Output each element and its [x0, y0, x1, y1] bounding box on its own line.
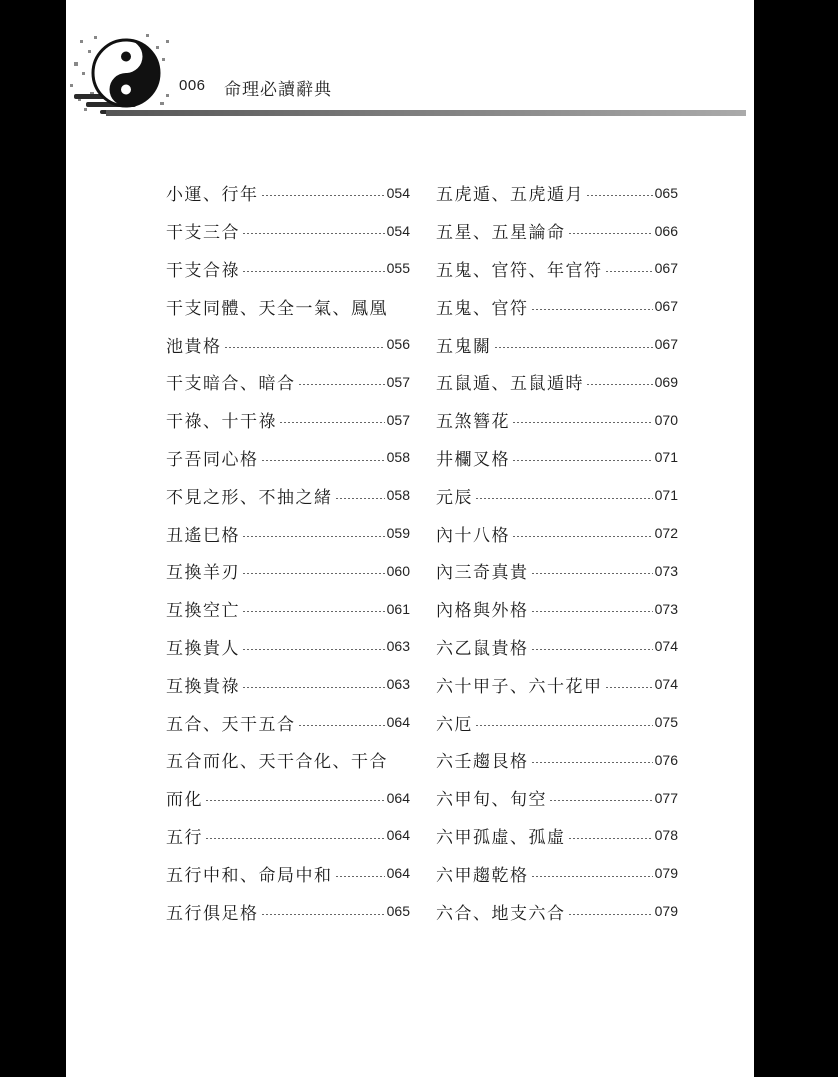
- page-header: [66, 0, 754, 130]
- toc-entry: [436, 552, 678, 590]
- toc-leader-dots: [531, 573, 653, 574]
- toc-leader-dots: [261, 914, 385, 915]
- toc-entry-page: 072: [654, 525, 678, 542]
- book-title: 命理必讀辭典: [224, 80, 332, 100]
- toc-leader-dots: [298, 384, 385, 385]
- toc-entry-title: 井欄叉格: [436, 449, 510, 470]
- toc-leader-dots: [279, 422, 385, 423]
- toc-entry-title: 干支合祿: [166, 260, 240, 281]
- toc-entry: [436, 779, 678, 817]
- toc-left-column: [166, 174, 410, 930]
- toc-leader-dots: [224, 347, 385, 348]
- toc-entry-page: 057: [386, 373, 410, 390]
- toc-entry: [436, 325, 678, 363]
- toc-leader-dots: [261, 195, 385, 196]
- toc-entry-page: 067: [654, 336, 678, 353]
- toc-leader-dots: [531, 309, 653, 310]
- toc-entry: [436, 741, 678, 779]
- toc-entry: [166, 854, 410, 892]
- toc-entry-title: 干支三合: [166, 223, 240, 244]
- toc-entry-title: 六乙鼠貴格: [436, 638, 529, 659]
- toc-leader-dots: [335, 876, 385, 877]
- toc-entry-title: 五合而化、天干合化、干合: [166, 752, 388, 773]
- toc-entry-page: 056: [386, 336, 410, 353]
- toc-leader-dots: [494, 347, 653, 348]
- toc-leader-dots: [242, 233, 385, 234]
- toc-leader-dots: [261, 460, 385, 461]
- toc-entry-title: 內十八格: [436, 525, 510, 546]
- toc-entry-title: 五鬼、官符: [436, 298, 529, 319]
- toc-entry-page: 059: [386, 525, 410, 542]
- toc-entry: [166, 514, 410, 552]
- toc-entry-title: 五星、五星論命: [436, 223, 566, 244]
- toc-entry: [166, 212, 410, 250]
- toc-leader-dots: [475, 725, 653, 726]
- toc-entry-title: 五虎遁、五虎遁月: [436, 185, 584, 206]
- toc-entry-page: 069: [654, 373, 678, 390]
- toc-entry-title: 丑遙巳格: [166, 525, 240, 546]
- toc-entry: [436, 476, 678, 514]
- toc-entry-page: 061: [386, 600, 410, 617]
- toc-entry-page: 054: [386, 222, 410, 239]
- toc-entry-title: 五行: [166, 827, 203, 848]
- toc-entry-page: 074: [654, 638, 678, 655]
- toc-entry-page: 058: [386, 449, 410, 466]
- toc-entry-title: 六甲趨乾格: [436, 865, 529, 886]
- toc-entry-page: 063: [386, 638, 410, 655]
- toc-entry-page: 076: [654, 751, 678, 768]
- toc-leader-dots: [512, 536, 653, 537]
- toc-entry: [166, 628, 410, 666]
- toc-entry: [166, 741, 410, 779]
- toc-leader-dots: [568, 838, 653, 839]
- toc-leader-dots: [242, 271, 385, 272]
- toc-entry: [166, 817, 410, 855]
- toc-entry: [436, 401, 678, 439]
- toc-entry-page: 073: [654, 562, 678, 579]
- toc-entry: [166, 363, 410, 401]
- toc-leader-dots: [335, 498, 385, 499]
- toc-entry-title: 干支暗合、暗合: [166, 374, 296, 395]
- toc-entry-title: 干支同體、天全一氣、鳳凰: [166, 298, 388, 319]
- toc-entry: [166, 779, 410, 817]
- toc-entry-page: 064: [386, 865, 410, 882]
- toc-entry-title: 五鼠遁、五鼠遁時: [436, 374, 584, 395]
- toc-entry-page: 071: [654, 449, 678, 466]
- toc-entry: [166, 552, 410, 590]
- toc-entry: [166, 250, 410, 288]
- toc-entry-page: 055: [386, 260, 410, 277]
- toc-entry-page: 065: [386, 903, 410, 920]
- toc-entry-page: 058: [386, 487, 410, 504]
- toc-entry-page: 078: [654, 827, 678, 844]
- toc-entry-title: 五行俱足格: [166, 903, 259, 924]
- toc-leader-dots: [242, 649, 385, 650]
- toc-leader-dots: [605, 271, 653, 272]
- toc-entry-title: 互換貴祿: [166, 676, 240, 697]
- toc-entry-page: 079: [654, 903, 678, 920]
- toc-entry-page: 075: [654, 714, 678, 731]
- header-divider: [106, 110, 746, 116]
- toc-entry-page: 065: [654, 184, 678, 201]
- toc-entry: [436, 703, 678, 741]
- toc-entry: [436, 439, 678, 477]
- toc-entry-page: 073: [654, 600, 678, 617]
- toc-leader-dots: [242, 687, 385, 688]
- toc-entry: [436, 590, 678, 628]
- toc-leader-dots: [512, 422, 653, 423]
- toc-leader-dots: [242, 536, 385, 537]
- toc-leader-dots: [531, 876, 653, 877]
- toc-entry: [436, 892, 678, 930]
- toc-entry-title: 五煞簪花: [436, 412, 510, 433]
- yin-yang-logo-icon: [66, 28, 176, 118]
- toc-leader-dots: [298, 725, 385, 726]
- toc-entry-title: 互換貴人: [166, 638, 240, 659]
- toc-entry: [436, 665, 678, 703]
- toc-entry: [166, 401, 410, 439]
- toc-entry: [166, 590, 410, 628]
- toc-entry-title: 而化: [166, 790, 203, 811]
- toc-entry-title: 內格與外格: [436, 601, 529, 622]
- toc-entry-title: 小運、行年: [166, 185, 259, 206]
- toc-entry-page: 054: [386, 184, 410, 201]
- toc-entry-title: 互換空亡: [166, 601, 240, 622]
- toc-entry-title: 池貴格: [166, 336, 222, 357]
- page-number: 006: [179, 77, 206, 94]
- toc-right-column: [436, 174, 678, 930]
- toc-leader-dots: [475, 498, 653, 499]
- toc-leader-dots: [586, 195, 653, 196]
- toc-entry: [436, 817, 678, 855]
- toc-leader-dots: [205, 838, 385, 839]
- toc-entry-page: 079: [654, 865, 678, 882]
- toc-entry-page: 070: [654, 411, 678, 428]
- toc-entry-page: 057: [386, 411, 410, 428]
- toc-entry: [436, 212, 678, 250]
- toc-entry-page: 077: [654, 789, 678, 806]
- toc-entry-title: 元辰: [436, 487, 473, 508]
- toc-entry-page: 066: [654, 222, 678, 239]
- toc-entry: [436, 174, 678, 212]
- toc-entry-page: 064: [386, 789, 410, 806]
- toc-entry-page: 064: [386, 827, 410, 844]
- toc-entry: [436, 250, 678, 288]
- toc-entry-title: 互換羊刃: [166, 563, 240, 584]
- toc-entry: [166, 439, 410, 477]
- toc-entry-title: 五鬼、官符、年官符: [436, 260, 603, 281]
- toc-entry-title: 不見之形、不抽之緒: [166, 487, 333, 508]
- toc-leader-dots: [586, 384, 653, 385]
- toc-leader-dots: [242, 573, 385, 574]
- toc-leader-dots: [242, 611, 385, 612]
- toc-leader-dots: [512, 460, 653, 461]
- toc-entry: [166, 892, 410, 930]
- toc-entry: [436, 514, 678, 552]
- toc-leader-dots: [531, 649, 653, 650]
- toc-entry: [166, 665, 410, 703]
- toc-entry-page: 063: [386, 676, 410, 693]
- toc-entry-page: 060: [386, 562, 410, 579]
- toc-entry-page: 067: [654, 260, 678, 277]
- toc-entry: [436, 363, 678, 401]
- toc-entry-page: 071: [654, 487, 678, 504]
- toc-leader-dots: [549, 800, 653, 801]
- toc-entry-title: 五行中和、命局中和: [166, 865, 333, 886]
- toc-entry: [166, 174, 410, 212]
- toc-leader-dots: [605, 687, 653, 688]
- toc-entry-title: 干祿、十干祿: [166, 412, 277, 433]
- toc-entry-page: 074: [654, 676, 678, 693]
- toc-leader-dots: [531, 762, 653, 763]
- toc-entry-title: 子吾同心格: [166, 449, 259, 470]
- toc-entry-title: 六甲孤虛、孤虛: [436, 827, 566, 848]
- toc-entry-page: 067: [654, 298, 678, 315]
- toc-entry-title: 內三奇真貴: [436, 563, 529, 584]
- toc-leader-dots: [568, 914, 653, 915]
- toc-leader-dots: [531, 611, 653, 612]
- toc-entry-title: 六甲旬、旬空: [436, 790, 547, 811]
- toc-entry: [436, 628, 678, 666]
- toc-entry-title: 五鬼關: [436, 336, 492, 357]
- toc-leader-dots: [568, 233, 653, 234]
- toc-leader-dots: [205, 800, 385, 801]
- toc-entry-title: 六厄: [436, 714, 473, 735]
- toc-entry-title: 六十甲子、六十花甲: [436, 676, 603, 697]
- toc-entry-title: 六合、地支六合: [436, 903, 566, 924]
- toc-entry: [436, 287, 678, 325]
- toc-entry-page: 064: [386, 714, 410, 731]
- toc-entry: [166, 703, 410, 741]
- toc-entry-title: 五合、天干五合: [166, 714, 296, 735]
- toc-entry: [166, 325, 410, 363]
- toc-entry: [166, 287, 410, 325]
- toc-entry: [166, 476, 410, 514]
- book-page: [66, 0, 754, 1077]
- toc-entry-title: 六壬趨艮格: [436, 752, 529, 773]
- toc-entry: [436, 854, 678, 892]
